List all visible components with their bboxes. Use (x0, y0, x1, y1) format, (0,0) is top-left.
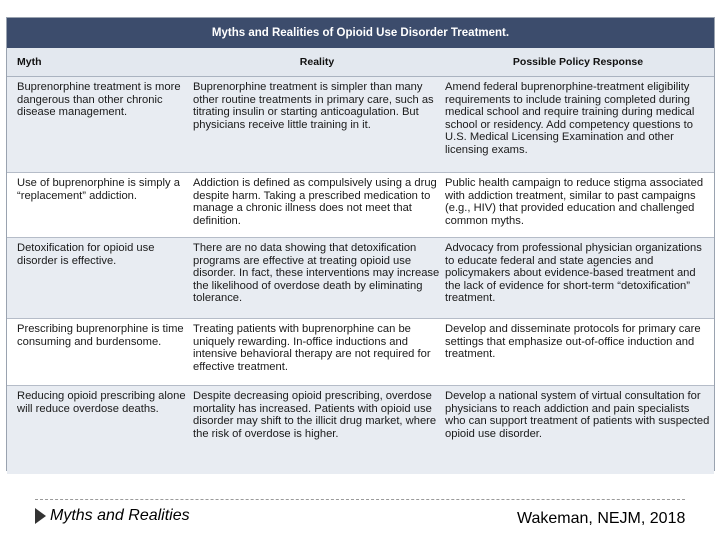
table-header-row (7, 48, 714, 77)
policy-cell: Develop and disseminate protocols for primary care settings that emphasize out-of-office induction and treatment. (445, 323, 701, 361)
table-row (7, 77, 714, 173)
policy-cell: Amend federal buprenorphine-treatment eligibility requirements to include training completed during medical school and require training during medical school or residency. Add competency questions to U.S. Medical Licensing Examination and other licensing exams. (445, 81, 695, 156)
header-policy: Possible Policy Response (512, 56, 644, 68)
reality-cell: Despite decreasing opioid prescribing, overdose mortality has increased. Patients with opioid use disorder may shift to the illicit drug market, where the risk of overdose is higher. (193, 390, 437, 440)
table-row (7, 173, 714, 238)
myth-cell: Use of buprenorphine is simply a “replacement” addiction. (17, 177, 180, 202)
myth-cell: Prescribing buprenorphine is time consuming and burdensome. (17, 323, 184, 348)
reality-cell: Treating patients with buprenorphine can be uniquely rewarding. In-office inductions and intensive behavioral therapy are not required for effective treatment. (193, 323, 431, 373)
reality-cell: Buprenorphine treatment is simpler than many other routine treatments in primary care, such as titrating insulin or starting anticoagulation. But physicians receive little training in it. (193, 81, 434, 131)
header-reality: Reality (299, 56, 335, 68)
policy-cell: Public health campaign to reduce stigma associated with addiction treatment, similar to past campaigns (e.g., HIV) that provided education and challenged common myths. (445, 177, 704, 227)
table-row (7, 319, 714, 386)
myth-cell: Detoxification for opioid use disorder is effective. (17, 242, 155, 267)
bullet-arrow-icon (35, 508, 46, 524)
myth-cell: Reducing opioid prescribing alone will reduce overdose deaths. (17, 390, 186, 415)
footer-caption (35, 507, 190, 525)
header-myth: Myth (17, 56, 42, 68)
footer-left-label: Myths and Realities (50, 507, 190, 524)
myths-realities-table (6, 17, 715, 471)
table-row (7, 386, 714, 474)
table-row (7, 238, 714, 319)
policy-cell: Advocacy from professional physician organizations to educate federal and state agencies and policymakers about evidence-based treatment and the lack of evidence for short-term “detoxification” treatment. (445, 242, 702, 305)
footer-divider (35, 499, 685, 500)
table-title: Myths and Realities of Opioid Use Disorder Treatment. (7, 18, 714, 48)
reality-cell: There are no data showing that detoxification programs are effective at treating opioid use disorder. In fact, these interventions may increase the likelihood of overdose death by eliminating tolerance. (193, 242, 440, 305)
reality-cell: Addiction is defined as compulsively using a drug despite harm. Taking a prescribed medication to manage a chronic illness does not meet that definition. (193, 177, 437, 227)
footer-citation: Wakeman, NEJM, 2018 (517, 510, 686, 527)
policy-cell: Develop a national system of virtual consultation for physicians to reach addiction and pain specialists who can support treatment of patients with suspected opioid use disorder. (445, 390, 710, 440)
myth-cell: Buprenorphine treatment is more dangerous than other chronic disease management. (17, 81, 181, 119)
